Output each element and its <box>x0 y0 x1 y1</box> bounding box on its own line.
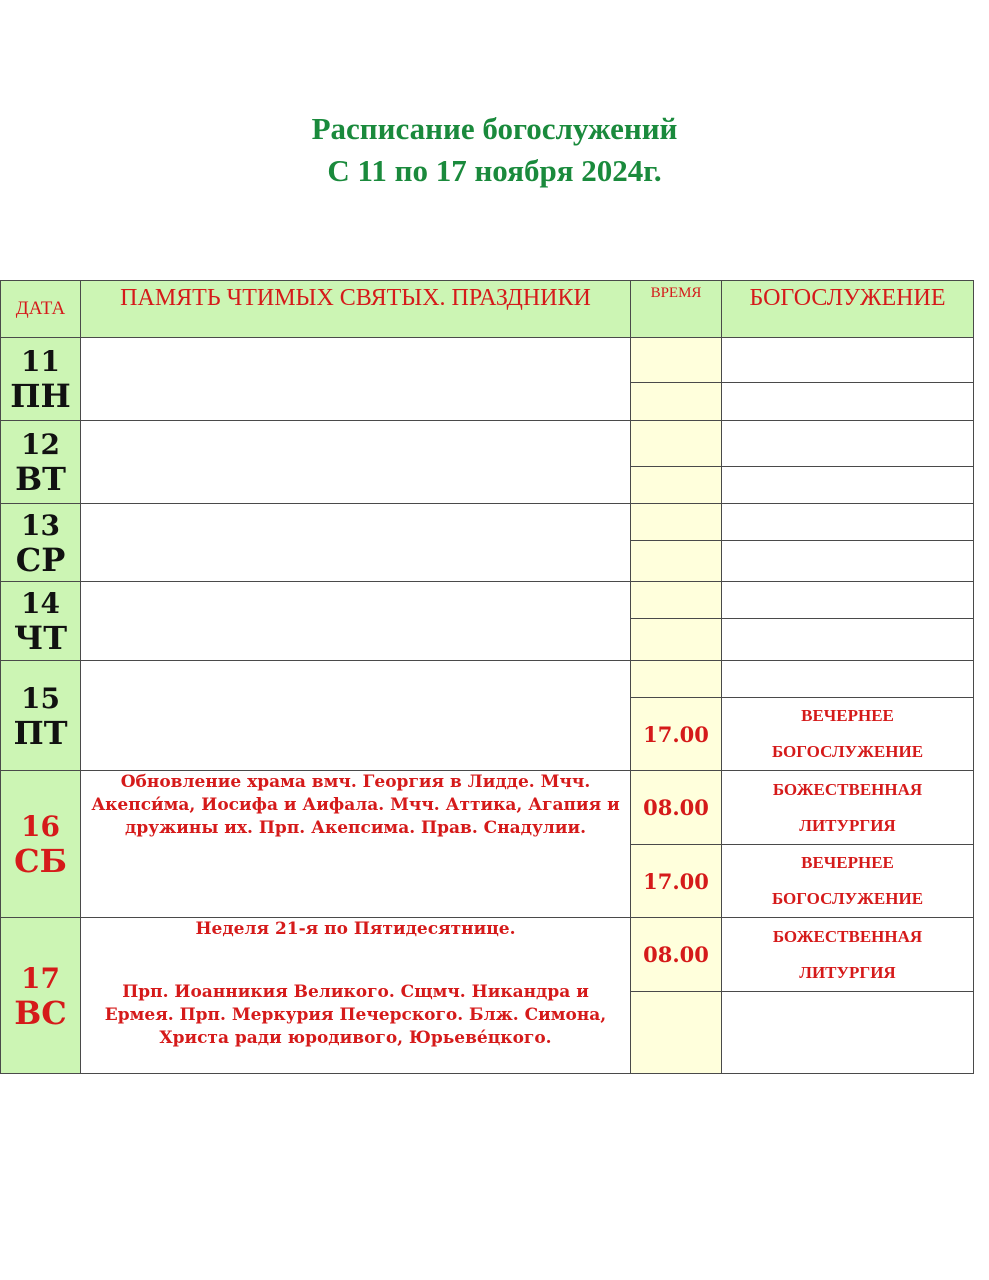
day-cell-12 <box>0 420 81 504</box>
service-name-line: ВЕЧЕРНЕЕ <box>801 853 894 872</box>
day-of-week: ПН <box>10 377 71 415</box>
memory-cell-15 <box>80 660 631 771</box>
day-cell-14 <box>0 581 81 661</box>
service-name-line: ВЕЧЕРНЕЕ <box>801 706 894 725</box>
service-name-line: ЛИТУРГИЯ <box>799 962 896 982</box>
time-cell <box>630 991 722 1074</box>
day-cell-11 <box>0 337 81 421</box>
time-cell-15-evening: 17.00 <box>630 697 722 771</box>
service-name-line: ЛИТУРГИЯ <box>799 815 896 835</box>
service-cell <box>721 466 974 504</box>
service-cell <box>721 503 974 541</box>
memory-cell-14 <box>80 581 631 661</box>
title-line-1: Расписание богослужений <box>311 111 678 146</box>
day-of-week: ПТ <box>13 713 68 752</box>
memory-saints: Прп. Иоанникия Великого. Сщмч. Никандра и Ермея. Прп. Меркурия Печерского. Блж. Симона, Христа ради юродивого, Юрьеве́цкого. <box>104 982 607 1048</box>
time-cell-16-evening: 17.00 <box>630 844 722 918</box>
service-cell <box>721 382 974 421</box>
title-line-2: С 11 по 17 ноября 2024г. <box>327 153 662 188</box>
time-cell-16-liturgy: 08.00 <box>630 770 722 845</box>
header-service: БОГОСЛУЖЕНИЕ <box>721 280 974 338</box>
day-number: 14 <box>21 587 60 620</box>
day-number: 16 <box>21 810 60 843</box>
memory-cell-13 <box>80 503 631 582</box>
time-cell <box>630 382 722 421</box>
time-cell <box>630 618 722 661</box>
service-cell <box>721 660 974 698</box>
service-cell-16-evening <box>721 844 974 918</box>
service-cell-15-evening <box>721 697 974 771</box>
service-cell <box>721 581 974 619</box>
service-name-line: БОГОСЛУЖЕНИЕ <box>771 889 924 908</box>
day-cell-13 <box>0 503 81 582</box>
day-number: 17 <box>21 961 60 995</box>
day-of-week: СБ <box>14 842 67 880</box>
memory-text: Обновление храма вмч. Георгия в Лидде. Мчч. Акепси́ма, Иосифа и Аифала. Мчч. Аттика, Агапия и дружины их. Прп. Акепсима. Прав. Снадулии. <box>91 772 620 838</box>
time-cell <box>630 420 722 467</box>
service-cell <box>721 540 974 582</box>
page-title <box>0 108 989 192</box>
day-number: 12 <box>21 428 60 461</box>
service-cell <box>721 420 974 467</box>
day-of-week: ЧТ <box>13 619 68 657</box>
memory-feast: Неделя 21-я по Пятидесятнице. <box>195 919 516 939</box>
service-cell-16-liturgy <box>721 770 974 845</box>
day-cell-17 <box>0 917 81 1074</box>
time-cell <box>630 540 722 582</box>
header-memory: ПАМЯТЬ ЧТИМЫХ СВЯТЫХ. ПРАЗДНИКИ <box>80 280 631 338</box>
service-cell <box>721 618 974 661</box>
day-number: 11 <box>21 345 60 378</box>
service-name-line: БОГОСЛУЖЕНИЕ <box>771 742 924 761</box>
header-time: ВРЕМЯ <box>630 280 722 338</box>
day-of-week: СР <box>15 540 66 579</box>
time-cell-17-liturgy: 08.00 <box>630 917 722 992</box>
memory-cell-17 <box>80 917 631 1074</box>
time-cell <box>630 466 722 504</box>
service-cell-17-liturgy <box>721 917 974 992</box>
time-cell <box>630 337 722 383</box>
service-name-line: БОЖЕСТВЕННАЯ <box>772 926 923 946</box>
day-cell-16 <box>0 770 81 918</box>
header-date: ДАТА <box>0 280 81 338</box>
service-name-line: БОЖЕСТВЕННАЯ <box>772 779 923 799</box>
memory-cell-12 <box>80 420 631 504</box>
service-cell <box>721 991 974 1074</box>
memory-cell-16 <box>80 770 631 918</box>
day-number: 13 <box>21 508 60 542</box>
time-cell <box>630 503 722 541</box>
day-cell-15 <box>0 660 81 771</box>
service-cell <box>721 337 974 383</box>
time-cell <box>630 660 722 698</box>
day-of-week: ВТ <box>15 460 66 498</box>
memory-cell-11 <box>80 337 631 421</box>
day-of-week: ВС <box>14 993 67 1032</box>
time-cell <box>630 581 722 619</box>
day-number: 15 <box>21 681 60 715</box>
